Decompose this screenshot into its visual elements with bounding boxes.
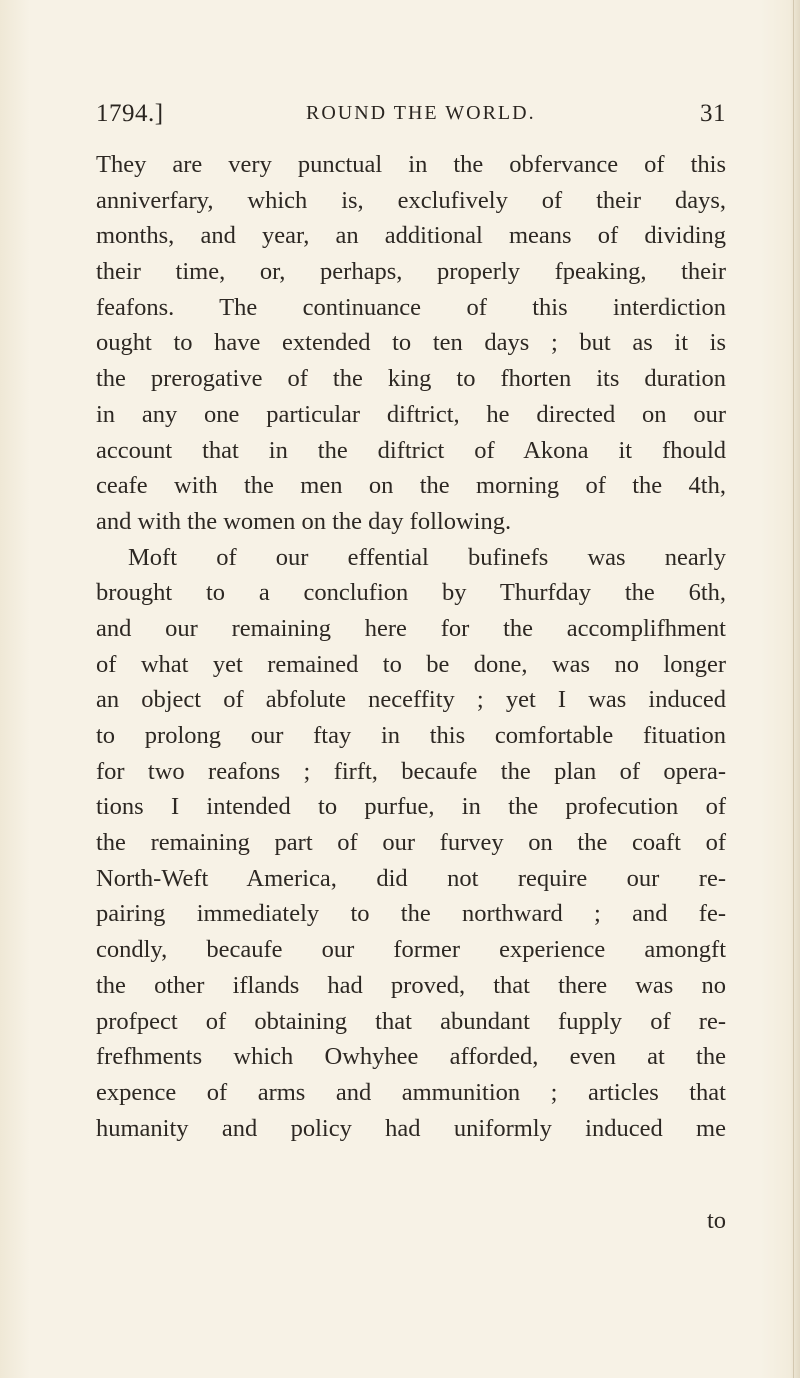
text-line: and with the women on the day following. xyxy=(96,507,512,535)
text-line: humanity and policy had uniformly induced me xyxy=(96,1114,726,1142)
running-title: ROUND THE WORLD. xyxy=(306,102,536,124)
text-line: in any one particular diftrict, he directed on our xyxy=(96,400,726,428)
text-line: an object of abfolute neceffity ; yet I was induced xyxy=(96,686,726,714)
text-line: anniverfary, which is, exclufively of their days, xyxy=(96,186,726,214)
text-line: profpect of obtaining that abundant fupply of re- xyxy=(96,1007,726,1035)
text-line: condly, becaufe our former experience amongft xyxy=(96,936,726,964)
header-year: 1794.] xyxy=(96,100,164,127)
body-text xyxy=(96,147,726,1146)
text-line: and our remaining here for the accomplifhment xyxy=(96,614,726,642)
text-line: their time, or, perhaps, properly fpeaking, their xyxy=(96,258,726,286)
text-line: to prolong our ftay in this comfortable fituation xyxy=(96,722,726,749)
text-line: brought to a conclufion by Thurfday the 6th, xyxy=(96,579,726,607)
catchword: to xyxy=(706,1207,726,1234)
text-line: They are very punctual in the obfervance of this xyxy=(96,151,726,178)
text-line: Moft of our effential bufinefs was nearly xyxy=(128,543,726,571)
text-line: account that in the diftrict of Akona it fhould xyxy=(96,436,726,464)
page-number: 31 xyxy=(700,100,726,127)
text-line: feafons. The continuance of this interdiction xyxy=(96,293,726,321)
text-line: for two reafons ; firft, becaufe the plan of opera- xyxy=(96,757,726,785)
text-line: ceafe with the men on the morning of the 4th, xyxy=(96,472,726,500)
text-line: of what yet remained to be done, was no longer xyxy=(96,650,726,678)
text-line: frefhments which Owhyhee afforded, even at the xyxy=(96,1043,726,1071)
text-line: the prerogative of the king to fhorten its duration xyxy=(96,365,726,393)
text-line: expence of arms and ammunition ; articles that xyxy=(96,1078,726,1106)
text-line: months, and year, an additional means of dividing xyxy=(96,222,726,250)
page-edge xyxy=(793,0,794,1378)
text-line: North-Weft America, did not require our re- xyxy=(96,864,726,892)
text-line: ought to have extended to ten days ; but as it is xyxy=(96,329,726,357)
text-line: tions I intended to purfue, in the profecution of xyxy=(96,793,726,821)
text-line: the other iflands had proved, that there was no xyxy=(96,971,726,999)
text-line: pairing immediately to the northward ; and fe- xyxy=(96,900,726,928)
running-header xyxy=(96,100,726,140)
text-line: the remaining part of our furvey on the coaft of xyxy=(96,829,726,857)
